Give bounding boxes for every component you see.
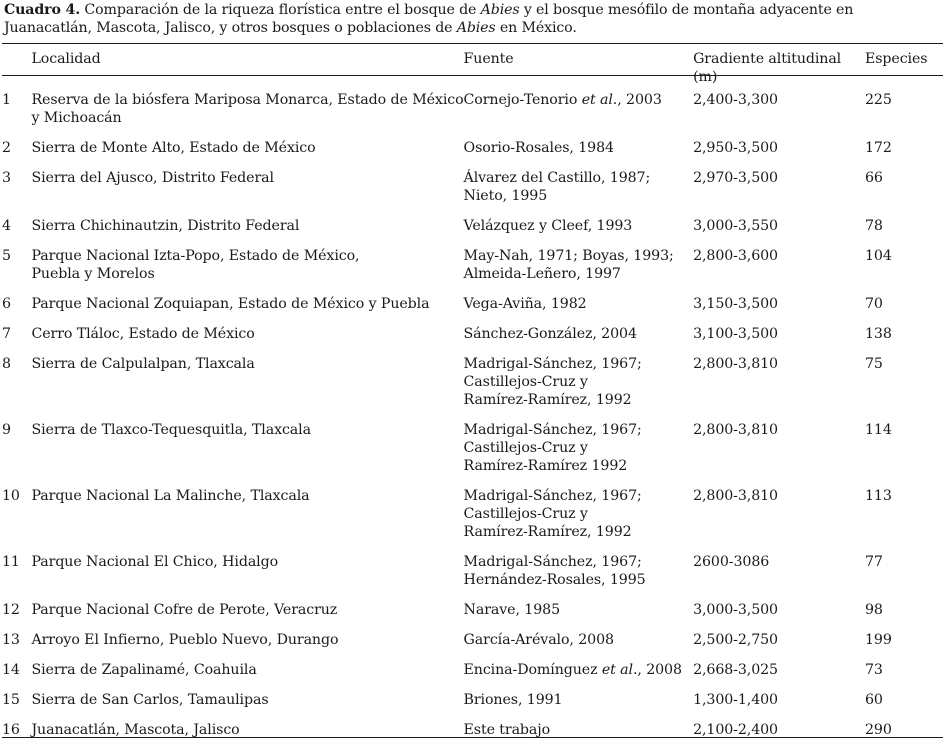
header-especies: Especies bbox=[865, 51, 928, 67]
table-row bbox=[2, 421, 943, 487]
fuente-cell bbox=[464, 487, 694, 553]
gradiente-cell: 2,800-3,600 bbox=[693, 248, 778, 264]
fuente-text: Castillejos-Cruz y bbox=[463, 440, 588, 456]
row-number: 9 bbox=[2, 422, 11, 438]
localidad-cell bbox=[31, 691, 463, 721]
gradiente-cell: 2,800-3,810 bbox=[693, 422, 778, 438]
fuente-text: Hernández-Rosales, 1995 bbox=[463, 572, 646, 588]
localidad-line: Sierra de Zapalinamé, Coahuila bbox=[31, 662, 257, 678]
fuente-line bbox=[464, 325, 694, 343]
especies-cell: 73 bbox=[865, 662, 883, 678]
row-number: 7 bbox=[2, 326, 11, 342]
especies-cell: 78 bbox=[865, 218, 883, 234]
row-number: 12 bbox=[2, 602, 20, 618]
row-number: 10 bbox=[2, 488, 20, 504]
fuente-line bbox=[464, 421, 694, 439]
fuente-text: Briones, 1991 bbox=[463, 692, 563, 708]
row-number: 5 bbox=[2, 248, 11, 264]
fuente-line bbox=[464, 661, 694, 679]
table-row bbox=[2, 553, 943, 601]
gradiente-cell: 3,100-3,500 bbox=[693, 326, 778, 342]
fuente-line bbox=[464, 457, 694, 475]
fuente-line bbox=[464, 391, 694, 409]
fuente-line bbox=[464, 523, 694, 541]
fuente-text: Madrigal-Sánchez, 1967; bbox=[463, 422, 642, 438]
fuente-line bbox=[464, 247, 694, 265]
gradiente-cell: 2,970-3,500 bbox=[693, 170, 778, 186]
localidad-cell bbox=[31, 355, 463, 421]
gradiente-cell: 2,950-3,500 bbox=[693, 140, 778, 156]
fuente-cell bbox=[464, 217, 694, 247]
fuente-line bbox=[464, 487, 694, 505]
row-number: 16 bbox=[2, 722, 20, 738]
caption-text: en México. bbox=[495, 20, 577, 36]
localidad-cell bbox=[31, 217, 463, 247]
fuente-line bbox=[464, 553, 694, 571]
localidad-line: Parque Nacional Cofre de Perote, Veracruz bbox=[31, 602, 338, 618]
especies-cell: 104 bbox=[865, 248, 892, 264]
localidad-cell bbox=[31, 139, 463, 169]
fuente-cell bbox=[464, 421, 694, 487]
table-body bbox=[2, 86, 943, 751]
fuente-cell bbox=[464, 247, 694, 295]
fuente-cell bbox=[464, 553, 694, 601]
fuente-cell bbox=[464, 601, 694, 631]
fuente-line bbox=[464, 601, 694, 619]
localidad-line: Sierra de Calpulalpan, Tlaxcala bbox=[31, 356, 255, 372]
gradiente-cell: 1,300-1,400 bbox=[693, 692, 778, 708]
fuente-text: Ramírez-Ramírez, 1992 bbox=[463, 392, 632, 408]
localidad-line: y Michoacán bbox=[31, 110, 122, 126]
especies-cell: 113 bbox=[865, 488, 892, 504]
row-number: 15 bbox=[2, 692, 20, 708]
fuente-text: Encina-Domínguez bbox=[463, 662, 602, 678]
gradiente-cell: 2,800-3,810 bbox=[693, 356, 778, 372]
fuente-line bbox=[464, 217, 694, 235]
fuente-text: García-Arévalo, 2008 bbox=[463, 632, 614, 648]
table-row bbox=[2, 355, 943, 421]
fuente-line bbox=[464, 295, 694, 313]
localidad-line: Sierra de San Carlos, Tamaulipas bbox=[31, 692, 269, 708]
fuente-cell bbox=[464, 86, 694, 139]
localidad-line: Parque Nacional Zoquiapan, Estado de México y Puebla bbox=[31, 296, 430, 312]
fuente-text: Madrigal-Sánchez, 1967; bbox=[463, 488, 642, 504]
localidad-line: Parque Nacional El Chico, Hidalgo bbox=[31, 554, 279, 570]
header-row bbox=[2, 44, 943, 86]
fuente-cell bbox=[464, 325, 694, 355]
localidad-line: Sierra del Ajusco, Distrito Federal bbox=[31, 170, 274, 186]
header-num bbox=[2, 44, 31, 86]
table-row bbox=[2, 661, 943, 691]
caption-text: y el bosque mesófilo de montaña adyacente en Juanacatlán, Mascota, Jalisco, y otros bosques o poblaciones de bbox=[4, 2, 854, 36]
gradiente-cell: 2,100-2,400 bbox=[693, 722, 778, 738]
especies-cell: 60 bbox=[865, 692, 883, 708]
fuente-line bbox=[464, 571, 694, 589]
species-richness-table bbox=[2, 44, 943, 751]
gradiente-cell: 3,000-3,550 bbox=[693, 218, 778, 234]
localidad-line: Parque Nacional Izta-Popo, Estado de México, bbox=[31, 248, 360, 264]
table-row bbox=[2, 601, 943, 631]
row-number: 8 bbox=[2, 356, 11, 372]
et-al-text: et al. bbox=[601, 662, 638, 678]
header-localidad: Localidad bbox=[31, 51, 101, 67]
row-number: 2 bbox=[2, 140, 11, 156]
localidad-line: Puebla y Morelos bbox=[31, 266, 155, 282]
header-fuente: Fuente bbox=[463, 51, 514, 67]
row-number: 14 bbox=[2, 662, 20, 678]
table-row bbox=[2, 631, 943, 661]
table-row bbox=[2, 691, 943, 721]
fuente-cell bbox=[464, 691, 694, 721]
gradiente-cell: 3,150-3,500 bbox=[693, 296, 778, 312]
gradiente-cell: 2,800-3,810 bbox=[693, 488, 778, 504]
fuente-text: Castillejos-Cruz y bbox=[463, 506, 588, 522]
fuente-line bbox=[464, 631, 694, 649]
localidad-line: Juanacatlán, Mascota, Jalisco bbox=[31, 722, 240, 738]
table-row bbox=[2, 295, 943, 325]
especies-cell: 70 bbox=[865, 296, 883, 312]
table-row bbox=[2, 247, 943, 295]
localidad-line: Arroyo El Infierno, Pueblo Nuevo, Durango bbox=[31, 632, 339, 648]
localidad-line: Sierra de Tlaxco-Tequesquitla, Tlaxcala bbox=[31, 422, 311, 438]
caption-genus: Abies bbox=[480, 2, 520, 18]
table-row bbox=[2, 139, 943, 169]
fuente-text: Vega-Aviña, 1982 bbox=[463, 296, 587, 312]
fuente-text: , 2003 bbox=[617, 92, 662, 108]
fuente-text: Velázquez y Cleef, 1993 bbox=[463, 218, 633, 234]
localidad-line: Reserva de la biósfera Mariposa Monarca, Estado de México bbox=[31, 92, 464, 108]
localidad-line: Sierra de Monte Alto, Estado de México bbox=[31, 140, 316, 156]
fuente-cell bbox=[464, 631, 694, 661]
fuente-text: Nieto, 1995 bbox=[463, 188, 548, 204]
especies-cell: 225 bbox=[865, 92, 892, 108]
especies-cell: 75 bbox=[865, 356, 883, 372]
especies-cell: 138 bbox=[865, 326, 892, 342]
fuente-line bbox=[464, 169, 694, 187]
fuente-cell bbox=[464, 139, 694, 169]
fuente-cell bbox=[464, 295, 694, 325]
localidad-cell bbox=[31, 247, 463, 295]
localidad-line: Sierra Chichinautzin, Distrito Federal bbox=[31, 218, 300, 234]
fuente-cell bbox=[464, 661, 694, 691]
localidad-cell bbox=[31, 661, 463, 691]
fuente-cell bbox=[464, 169, 694, 217]
fuente-text: Narave, 1985 bbox=[463, 602, 560, 618]
table-row bbox=[2, 325, 943, 355]
table-row bbox=[2, 217, 943, 247]
especies-cell: 290 bbox=[865, 722, 892, 738]
fuente-line bbox=[464, 721, 694, 739]
gradiente-cell: 2,668-3,025 bbox=[693, 662, 778, 678]
fuente-cell bbox=[464, 355, 694, 421]
table-row bbox=[2, 487, 943, 553]
fuente-line bbox=[464, 187, 694, 205]
localidad-cell bbox=[31, 295, 463, 325]
especies-cell: 77 bbox=[865, 554, 883, 570]
fuente-text: Ramírez-Ramírez, 1992 bbox=[463, 524, 632, 540]
table-row bbox=[2, 86, 943, 139]
fuente-line bbox=[464, 265, 694, 283]
localidad-line: Parque Nacional La Malinche, Tlaxcala bbox=[31, 488, 310, 504]
et-al-text: et al. bbox=[581, 92, 618, 108]
especies-cell: 66 bbox=[865, 170, 883, 186]
fuente-line bbox=[464, 355, 694, 373]
fuente-line bbox=[464, 373, 694, 391]
caption-label: Cuadro 4. bbox=[4, 2, 81, 18]
especies-cell: 114 bbox=[865, 422, 892, 438]
fuente-text: May-Nah, 1971; Boyas, 1993; bbox=[463, 248, 674, 264]
fuente-text: Castillejos-Cruz y bbox=[463, 374, 588, 390]
localidad-cell bbox=[31, 487, 463, 553]
caption-text: Comparación de la riqueza florística entre el bosque de bbox=[80, 2, 481, 18]
localidad-cell bbox=[31, 553, 463, 601]
row-number: 1 bbox=[2, 92, 11, 108]
fuente-text: Cornejo-Tenorio bbox=[463, 92, 582, 108]
table-row bbox=[2, 721, 943, 751]
fuente-text: Osorio-Rosales, 1984 bbox=[463, 140, 614, 156]
table-caption bbox=[4, 1, 944, 37]
row-number: 11 bbox=[2, 554, 20, 570]
fuente-text: Álvarez del Castillo, 1987; bbox=[463, 170, 651, 186]
row-number: 13 bbox=[2, 632, 20, 648]
localidad-cell bbox=[31, 86, 463, 139]
header-gradiente: Gradiente altitudinal (m) bbox=[693, 51, 842, 85]
gradiente-cell: 2,500-2,750 bbox=[693, 632, 778, 648]
fuente-text: Madrigal-Sánchez, 1967; bbox=[463, 356, 642, 372]
fuente-text: Sánchez-González, 2004 bbox=[463, 326, 637, 342]
fuente-cell bbox=[464, 721, 694, 751]
fuente-text: Madrigal-Sánchez, 1967; bbox=[463, 554, 642, 570]
especies-cell: 98 bbox=[865, 602, 883, 618]
row-number: 4 bbox=[2, 218, 11, 234]
fuente-line bbox=[464, 691, 694, 709]
localidad-cell bbox=[31, 421, 463, 487]
localidad-cell bbox=[31, 169, 463, 217]
fuente-line bbox=[464, 139, 694, 157]
row-number: 6 bbox=[2, 296, 11, 312]
fuente-text: Almeida-Leñero, 1997 bbox=[463, 266, 621, 282]
localidad-cell bbox=[31, 631, 463, 661]
fuente-line bbox=[464, 439, 694, 457]
caption-genus: Abies bbox=[456, 20, 496, 36]
table-row bbox=[2, 169, 943, 217]
gradiente-cell: 2,400-3,300 bbox=[693, 92, 778, 108]
gradiente-cell: 2600-3086 bbox=[693, 554, 770, 570]
localidad-cell bbox=[31, 325, 463, 355]
fuente-text: Ramírez-Ramírez 1992 bbox=[463, 458, 628, 474]
row-number: 3 bbox=[2, 170, 11, 186]
localidad-cell bbox=[31, 601, 463, 631]
fuente-text: , 2008 bbox=[637, 662, 682, 678]
especies-cell: 172 bbox=[865, 140, 892, 156]
fuente-text: Este trabajo bbox=[463, 722, 551, 738]
gradiente-cell: 3,000-3,500 bbox=[693, 602, 778, 618]
fuente-line bbox=[464, 505, 694, 523]
fuente-line bbox=[464, 91, 694, 109]
localidad-line: Cerro Tláloc, Estado de México bbox=[31, 326, 255, 342]
especies-cell: 199 bbox=[865, 632, 892, 648]
localidad-cell bbox=[31, 721, 463, 751]
